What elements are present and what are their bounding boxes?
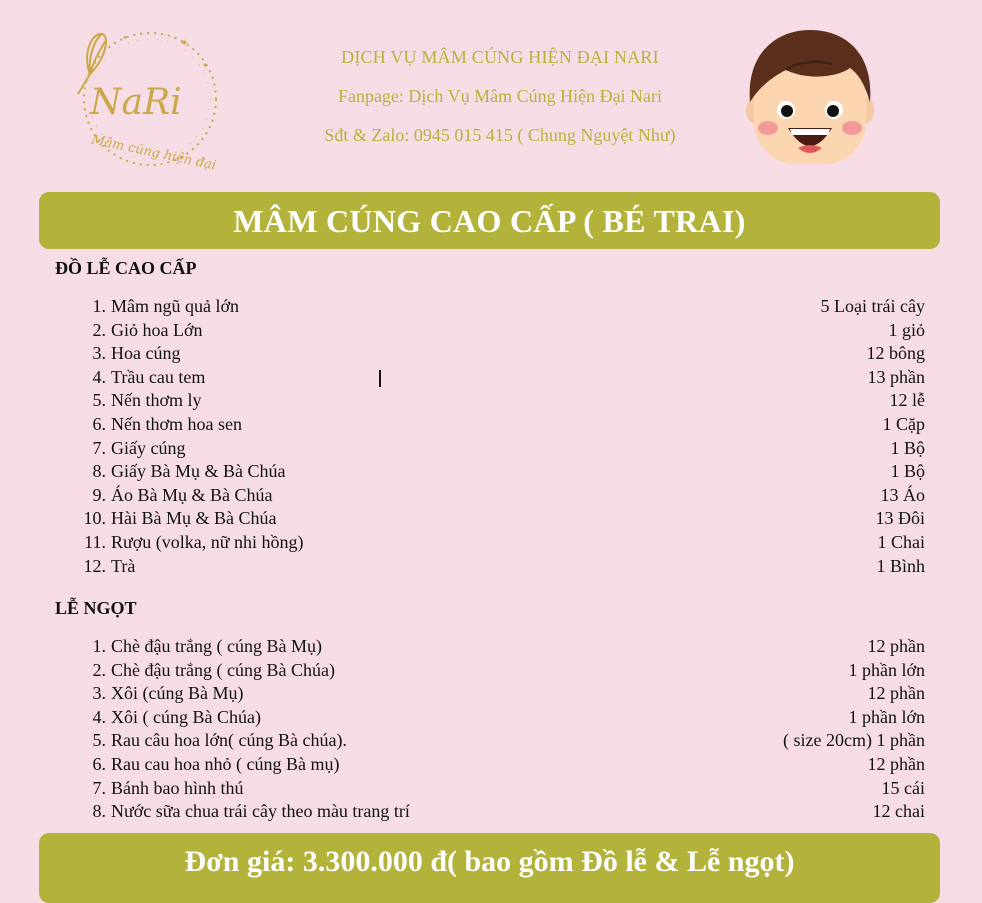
list-item bbox=[0, 635, 982, 658]
list-item bbox=[0, 342, 982, 365]
business-name: DỊCH VỤ MÂM CÚNG HIỆN ĐẠI NARI bbox=[341, 47, 659, 67]
list-item bbox=[0, 413, 982, 436]
item-num: 9. bbox=[92, 484, 106, 505]
list-item bbox=[0, 800, 982, 823]
item-num: 8. bbox=[92, 461, 106, 482]
item-name: Nến thơm ly bbox=[111, 390, 202, 411]
item-name: Chè đậu trắng ( cúng Bà Mụ) bbox=[111, 636, 322, 656]
item-qty: 12 phần bbox=[867, 636, 925, 656]
item-qty: 5 Loại trái cây bbox=[820, 296, 925, 316]
item-num: 3. bbox=[92, 343, 106, 364]
item-qty: 1 Chai bbox=[877, 532, 925, 552]
item-qty: 1 giỏ bbox=[888, 319, 925, 340]
item-num: 3. bbox=[92, 683, 106, 704]
list-item bbox=[0, 295, 982, 318]
list-item bbox=[0, 366, 982, 389]
list-item bbox=[0, 484, 982, 507]
nari-logo-icon bbox=[62, 24, 232, 174]
item-qty: 13 phần bbox=[867, 366, 925, 387]
item-name: Giấy Bà Mụ & Bà Chúa bbox=[111, 461, 286, 482]
item-name: Chè đậu trắng ( cúng Bà Chúa) bbox=[111, 659, 335, 680]
list-item bbox=[0, 659, 982, 682]
list-item bbox=[0, 507, 982, 530]
svg-text:✦: ✦ bbox=[180, 38, 189, 49]
item-num: 2. bbox=[92, 319, 106, 340]
item-name: Xôi (cúng Bà Mụ) bbox=[111, 683, 244, 704]
item-num: 6. bbox=[92, 414, 106, 434]
item-name: Nến thơm hoa sen bbox=[111, 414, 242, 434]
item-name: Hài Bà Mụ & Bà Chúa bbox=[111, 508, 277, 529]
item-num: 7. bbox=[92, 437, 106, 458]
item-qty: 13 Đôi bbox=[875, 508, 925, 529]
item-name: Giỏ hoa Lớn bbox=[111, 319, 203, 340]
item-name: Trà bbox=[111, 555, 136, 576]
item-name: Hoa cúng bbox=[111, 343, 181, 364]
item-num: 11. bbox=[84, 532, 106, 552]
item-num: 5. bbox=[92, 390, 106, 411]
item-name: Mâm ngũ quả lớn bbox=[111, 296, 240, 316]
section-title-do-le: ĐỒ LỄ CAO CẤP bbox=[55, 258, 197, 278]
list-item bbox=[0, 729, 982, 752]
logo-subtext: Mâm cúng hiện đại bbox=[89, 132, 218, 174]
item-qty: 1 phần lớn bbox=[848, 706, 925, 727]
item-qty: 15 cái bbox=[881, 777, 925, 798]
item-num: 1. bbox=[92, 296, 106, 316]
item-num: 8. bbox=[92, 801, 106, 822]
list-item bbox=[0, 706, 982, 729]
list-item bbox=[0, 460, 982, 483]
item-qty: 12 bông bbox=[866, 343, 925, 364]
list-item bbox=[0, 555, 982, 578]
logo-text: NaRi bbox=[90, 82, 182, 123]
item-qty: 12 chai bbox=[872, 801, 925, 822]
item-qty: 12 phần bbox=[867, 683, 925, 704]
item-qty: 1 Bình bbox=[876, 555, 925, 576]
text-cursor bbox=[379, 370, 381, 387]
item-num: 12. bbox=[83, 555, 106, 576]
list-item bbox=[0, 389, 982, 412]
item-num: 10. bbox=[83, 508, 106, 529]
item-qty: 1 phần lớn bbox=[848, 659, 925, 680]
item-num: 4. bbox=[92, 366, 106, 387]
item-num: 7. bbox=[92, 777, 106, 798]
item-qty: 13 Áo bbox=[880, 484, 925, 505]
fanpage-text: Fanpage: Dịch Vụ Mâm Cúng Hiện Đại Nari bbox=[337, 86, 663, 106]
title-banner: MÂM CÚNG CAO CẤP ( BÉ TRAI) bbox=[39, 192, 940, 249]
phone-text: Sđt & Zalo: 0945 015 415 ( Chung Nguyệt Như) bbox=[324, 125, 676, 145]
item-name: Rau câu hoa lớn( cúng Bà chúa). bbox=[111, 730, 347, 751]
item-num: 6. bbox=[92, 754, 106, 774]
item-name: Nước sữa chua trái cây theo màu trang trí bbox=[111, 801, 410, 822]
list-item bbox=[0, 531, 982, 554]
item-num: 4. bbox=[92, 706, 106, 727]
item-num: 2. bbox=[92, 659, 106, 680]
item-name: Trầu cau tem bbox=[111, 366, 206, 387]
item-qty: 1 Bộ bbox=[890, 437, 925, 458]
list-item bbox=[0, 777, 982, 800]
svg-text:✦: ✦ bbox=[122, 34, 128, 42]
item-name: Xôi ( cúng Bà Chúa) bbox=[111, 706, 261, 727]
item-qty: ( size 20cm) 1 phần bbox=[783, 730, 925, 751]
smiling-boy-face-icon bbox=[746, 24, 874, 170]
svg-text:✦: ✦ bbox=[202, 61, 209, 70]
item-qty: 1 Bộ bbox=[890, 461, 925, 482]
item-name: Giấy cúng bbox=[111, 437, 186, 458]
list-item bbox=[0, 682, 982, 705]
list-item bbox=[0, 319, 982, 342]
item-name: Bánh bao hình thú bbox=[111, 777, 244, 798]
item-qty: 12 lễ bbox=[889, 390, 925, 411]
item-name: Áo Bà Mụ & Bà Chúa bbox=[111, 484, 273, 505]
contact-block bbox=[250, 44, 750, 161]
item-qty: 1 Cặp bbox=[882, 414, 925, 434]
list-item bbox=[0, 753, 982, 776]
header bbox=[0, 0, 982, 190]
item-name: Rau cau hoa nhỏ ( cúng Bà mụ) bbox=[111, 754, 340, 774]
item-qty: 12 phần bbox=[867, 754, 925, 774]
list-item bbox=[0, 437, 982, 460]
price-banner: Đơn giá: 3.300.000 đ( bao gồm Đồ lễ & Lễ ngọt) bbox=[39, 833, 940, 903]
item-name: Rượu (volka, nữ nhi hồng) bbox=[111, 532, 304, 552]
item-num: 5. bbox=[92, 730, 106, 751]
section-title-le-ngot: LỄ NGỌT bbox=[55, 598, 137, 618]
item-num: 1. bbox=[92, 636, 106, 656]
